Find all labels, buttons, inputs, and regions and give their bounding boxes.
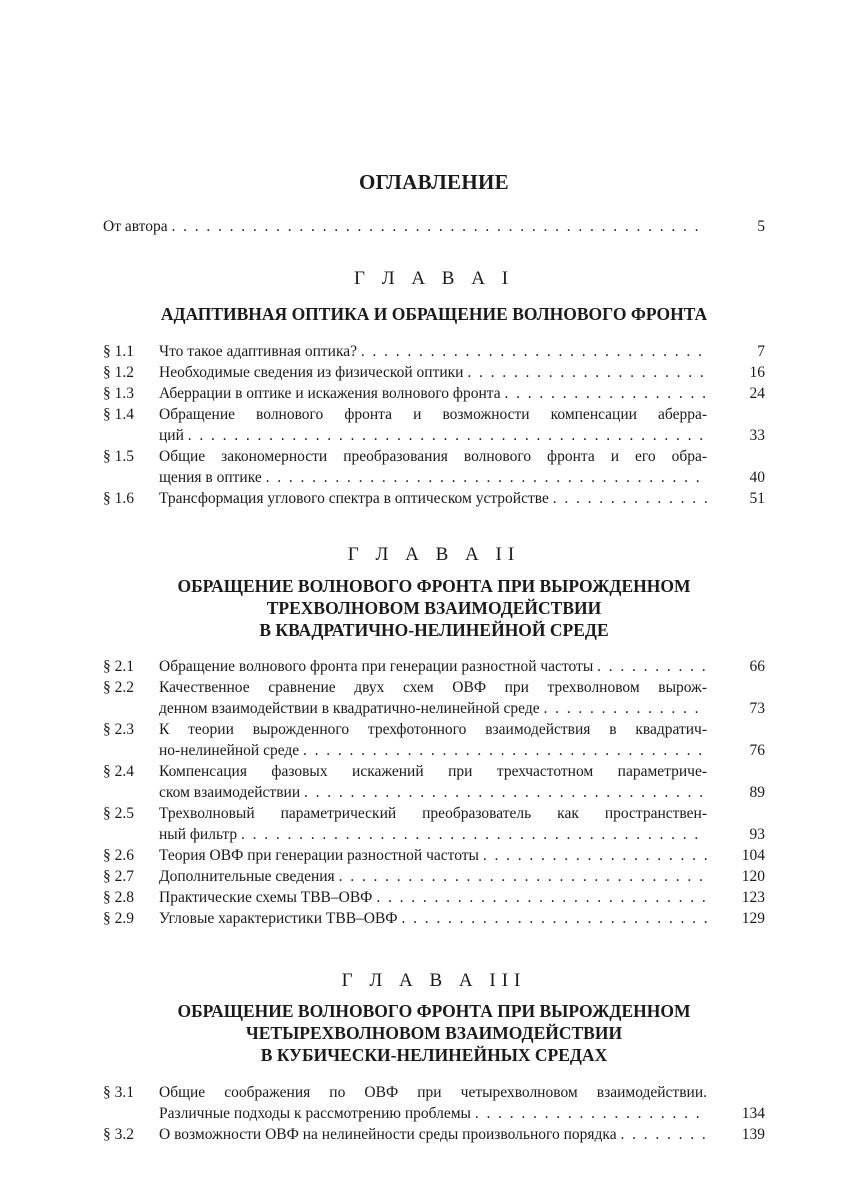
toc-entry-title-line: ций: [159, 427, 184, 444]
toc-entry-page: 104: [741, 847, 765, 864]
toc-entry[interactable]: [103, 866, 765, 887]
toc-entry-title-line: Трехволновый параметрический преобразователь как пространствен-: [159, 805, 707, 822]
leader-dots: [300, 782, 707, 803]
toc-entry-title-line: ный фильтр: [159, 826, 238, 843]
leader-dots: [398, 908, 707, 929]
toc-entry[interactable]: [103, 677, 765, 719]
leader-dots: [372, 887, 707, 908]
section-number: § 2.7: [103, 868, 134, 885]
leader-dots: [463, 362, 707, 383]
toc-entry-page: 51: [749, 490, 765, 507]
toc-entry-title-line: Компенсация фазовых искажений при трехчастотном параметриче-: [159, 763, 707, 780]
toc-entry[interactable]: [103, 845, 765, 866]
toc-entry[interactable]: [103, 719, 765, 761]
leader-dots: [540, 698, 707, 719]
chapter-entries: [103, 341, 765, 509]
toc-entry[interactable]: [103, 908, 765, 929]
toc-entry-title-line: К теории вырожденного трехфотонного взаимодействия в квадратич-: [159, 721, 707, 738]
toc-entry-title-line: Общие закономерности преобразования волнового фронта и его обра-: [159, 448, 707, 465]
section-number: § 3.1: [103, 1084, 134, 1101]
toc-entry-page: 24: [749, 385, 765, 402]
section-number: § 2.5: [103, 805, 134, 822]
leader-dots: [479, 845, 707, 866]
toc-entry-page: 66: [749, 658, 765, 675]
toc-entry-page: 16: [749, 364, 765, 381]
leader-dots: [262, 467, 707, 488]
section-number: § 2.4: [103, 763, 134, 780]
preface-block: [103, 216, 765, 237]
leader-dots: [471, 1103, 707, 1124]
leader-dots: [501, 383, 707, 404]
chapter-title-line: В КВАДРАТИЧНО-НЕЛИНЕЙНОЙ СРЕДЕ: [259, 620, 609, 640]
toc-entry-page: 40: [749, 469, 765, 486]
chapter-title-line: В КУБИЧЕСКИ-НЕЛИНЕЙНЫХ СРЕДАХ: [260, 1045, 608, 1065]
toc-entry-page: 76: [749, 742, 765, 759]
leader-dots: [549, 488, 707, 509]
chapter-title: [103, 1000, 765, 1066]
section-number: § 2.6: [103, 847, 134, 864]
section-number: § 2.2: [103, 679, 134, 696]
toc-entry-title-line: но-нелинейной среде: [159, 742, 300, 759]
toc-entry[interactable]: [103, 404, 765, 446]
toc-entry-title-line: Обращение волнового фронта и возможности компенсации аберра-: [159, 406, 707, 423]
toc-entry-page: 129: [741, 910, 765, 927]
chapter-title-line: ОБРАЩЕНИЕ ВОЛНОВОГО ФРОНТА ПРИ ВЫРОЖДЕННОМ: [177, 1001, 691, 1021]
leader-dots: [357, 341, 707, 362]
section-number: § 1.2: [103, 364, 134, 381]
section-number: § 1.5: [103, 448, 134, 465]
toc-entry-title-line: Практические схемы ТВВ–ОВФ: [159, 889, 373, 906]
toc-entry-title: От автора: [103, 218, 168, 235]
chapter-title-line: ОБРАЩЕНИЕ ВОЛНОВОГО ФРОНТА ПРИ ВЫРОЖДЕННОМ: [177, 576, 691, 596]
toc-entry-title-line: Качественное сравнение двух схем ОВФ при трехволновом вырож-: [159, 679, 707, 696]
toc-entry-title-line: Аберрации в оптике и искажения волнового фронта: [159, 385, 501, 402]
section-number: § 2.3: [103, 721, 134, 738]
toc-entry-title-line: Дополнительные сведения: [159, 868, 335, 885]
chapter-title-line: ЧЕТЫРЕХВОЛНОВОМ ВЗАИМОДЕЙСТВИИ: [245, 1023, 623, 1043]
toc-entry-title-line: О возможности ОВФ на нелинейности среды произвольного порядка: [159, 1126, 617, 1143]
leader-dots: [184, 425, 707, 446]
toc-entry[interactable]: [103, 1082, 765, 1124]
toc-entry[interactable]: [103, 887, 765, 908]
toc-entry[interactable]: [103, 1124, 765, 1145]
chapter-label: Г Л А В А III: [341, 970, 527, 991]
toc-entry-title-line: Различные подходы к рассмотрению проблемы: [159, 1105, 471, 1122]
toc-entry-page: 139: [741, 1126, 765, 1143]
chapter-title-line: АДАПТИВНАЯ ОПТИКА И ОБРАЩЕНИЕ ВОЛНОВОГО ФРОНТА: [160, 304, 708, 324]
leader-dots: [299, 740, 707, 761]
section-number: § 3.2: [103, 1126, 134, 1143]
toc-entry[interactable]: [103, 341, 765, 362]
leader-dots: [617, 1124, 707, 1145]
chapter-entries: [103, 656, 765, 929]
leader-dots: [237, 824, 707, 845]
toc-entry-title-line: Обращение волнового фронта при генерации разностной частоты: [159, 658, 594, 675]
toc-entry[interactable]: [103, 488, 765, 509]
toc-entry[interactable]: [103, 803, 765, 845]
toc-entry-page: 89: [749, 784, 765, 801]
toc-entry-page: 93: [749, 826, 765, 843]
leader-dots: [335, 866, 707, 887]
chapter-title-line: ТРЕХВОЛНОВОМ ВЗАИМОДЕЙСТВИИ: [266, 598, 602, 618]
chapter-title: [103, 575, 765, 641]
leader-dots: [168, 216, 707, 237]
toc-entry-title-line: ском взаимодействии: [159, 784, 301, 801]
toc-entry-title-line: Что такое адаптивная оптика?: [159, 343, 358, 360]
section-number: § 2.8: [103, 889, 134, 906]
toc-entry[interactable]: [103, 446, 765, 488]
section-number: § 2.1: [103, 658, 134, 675]
toc-entry[interactable]: [103, 383, 765, 404]
toc-entry[interactable]: [103, 362, 765, 383]
section-number: § 1.1: [103, 343, 134, 360]
toc-entry-title-line: Теория ОВФ при генерации разностной частоты: [159, 847, 479, 864]
section-number: § 1.6: [103, 490, 134, 507]
chapter-entries: [103, 1082, 765, 1145]
toc-entry-title-line: Трансформация углового спектра в оптическом устройстве: [159, 490, 549, 507]
toc-entry-page: 33: [749, 427, 765, 444]
chapter-label: Г Л А В А II: [347, 544, 521, 565]
chapter-label: Г Л А В А I: [353, 268, 515, 289]
toc-entry-title-line: денном взаимодействии в квадратично-нелинейной среде: [159, 700, 540, 717]
leader-dots: [593, 656, 707, 677]
section-number: § 1.4: [103, 406, 134, 423]
toc-entry-page: 134: [741, 1105, 765, 1122]
toc-entry[interactable]: [103, 761, 765, 803]
section-number: § 2.9: [103, 910, 134, 927]
page-title: ОГЛАВЛЕНИЕ: [359, 170, 509, 194]
toc-entry-title-line: Общие соображения по ОВФ при четырехволновом взаимодействии.: [159, 1084, 707, 1101]
toc-entry[interactable]: [103, 656, 765, 677]
toc-entry-page: 123: [741, 889, 765, 906]
toc-entry-page: 120: [741, 868, 765, 885]
toc-entry-title-line: щения в оптике: [159, 469, 262, 486]
toc-entry-page: 5: [757, 218, 765, 235]
chapter-title: [103, 303, 765, 325]
toc-entry-page: 73: [749, 700, 765, 717]
toc-entry-title-line: Угловые характеристики ТВВ–ОВФ: [159, 910, 398, 927]
toc-entry-title-line: Необходимые сведения из физической оптики: [159, 364, 464, 381]
section-number: § 1.3: [103, 385, 134, 402]
toc-entry-preface[interactable]: [103, 216, 765, 237]
toc-entry-page: 7: [757, 343, 765, 360]
